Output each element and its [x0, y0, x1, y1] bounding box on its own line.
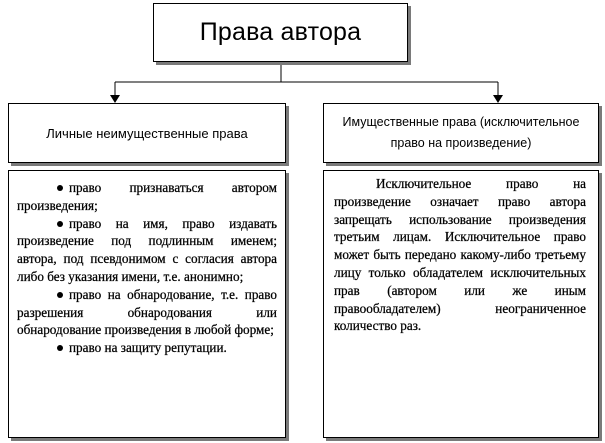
property-rights-description-box: [323, 170, 599, 438]
bullet-icon: [57, 292, 63, 298]
arrow-right-icon: [493, 95, 503, 103]
bullet-icon: [57, 345, 63, 351]
bullet-icon: [57, 185, 63, 191]
list-item: право на защиту репутации.: [17, 339, 277, 357]
list-item: право на обнародование, т.е. право разрешения обнародования или обнародование произведения в любой форме;: [17, 286, 277, 338]
diagram-title: Права автора: [199, 18, 362, 46]
list-item: право на имя, право издавать произведение под подлинным именем; автора, под псевдонимом с согласия автора либо без указания имени, т.е. анонимно;: [17, 215, 277, 284]
title-box: [153, 3, 408, 62]
personal-rights-heading-box: [8, 103, 286, 163]
personal-rights-heading: Личные неимущественные права: [46, 125, 248, 141]
arrow-left-icon: [110, 95, 120, 103]
personal-rights-list: [8, 170, 286, 438]
property-rights-description: Исключительное право на произведение означает право автора запрещать использование произведения третьим лицам. Исключительное право может быть передано какому-либо третьему лицу только обладателем исключительных прав (автором или же иным правообладателем) неограниченное количество раз.: [334, 176, 586, 334]
property-rights-heading-box: [323, 103, 599, 163]
property-rights-heading: Имущественные права (исключительное право на произведение): [342, 115, 580, 150]
list-item: право признаваться автором произведения;: [17, 180, 277, 213]
bullet-icon: [57, 221, 63, 227]
